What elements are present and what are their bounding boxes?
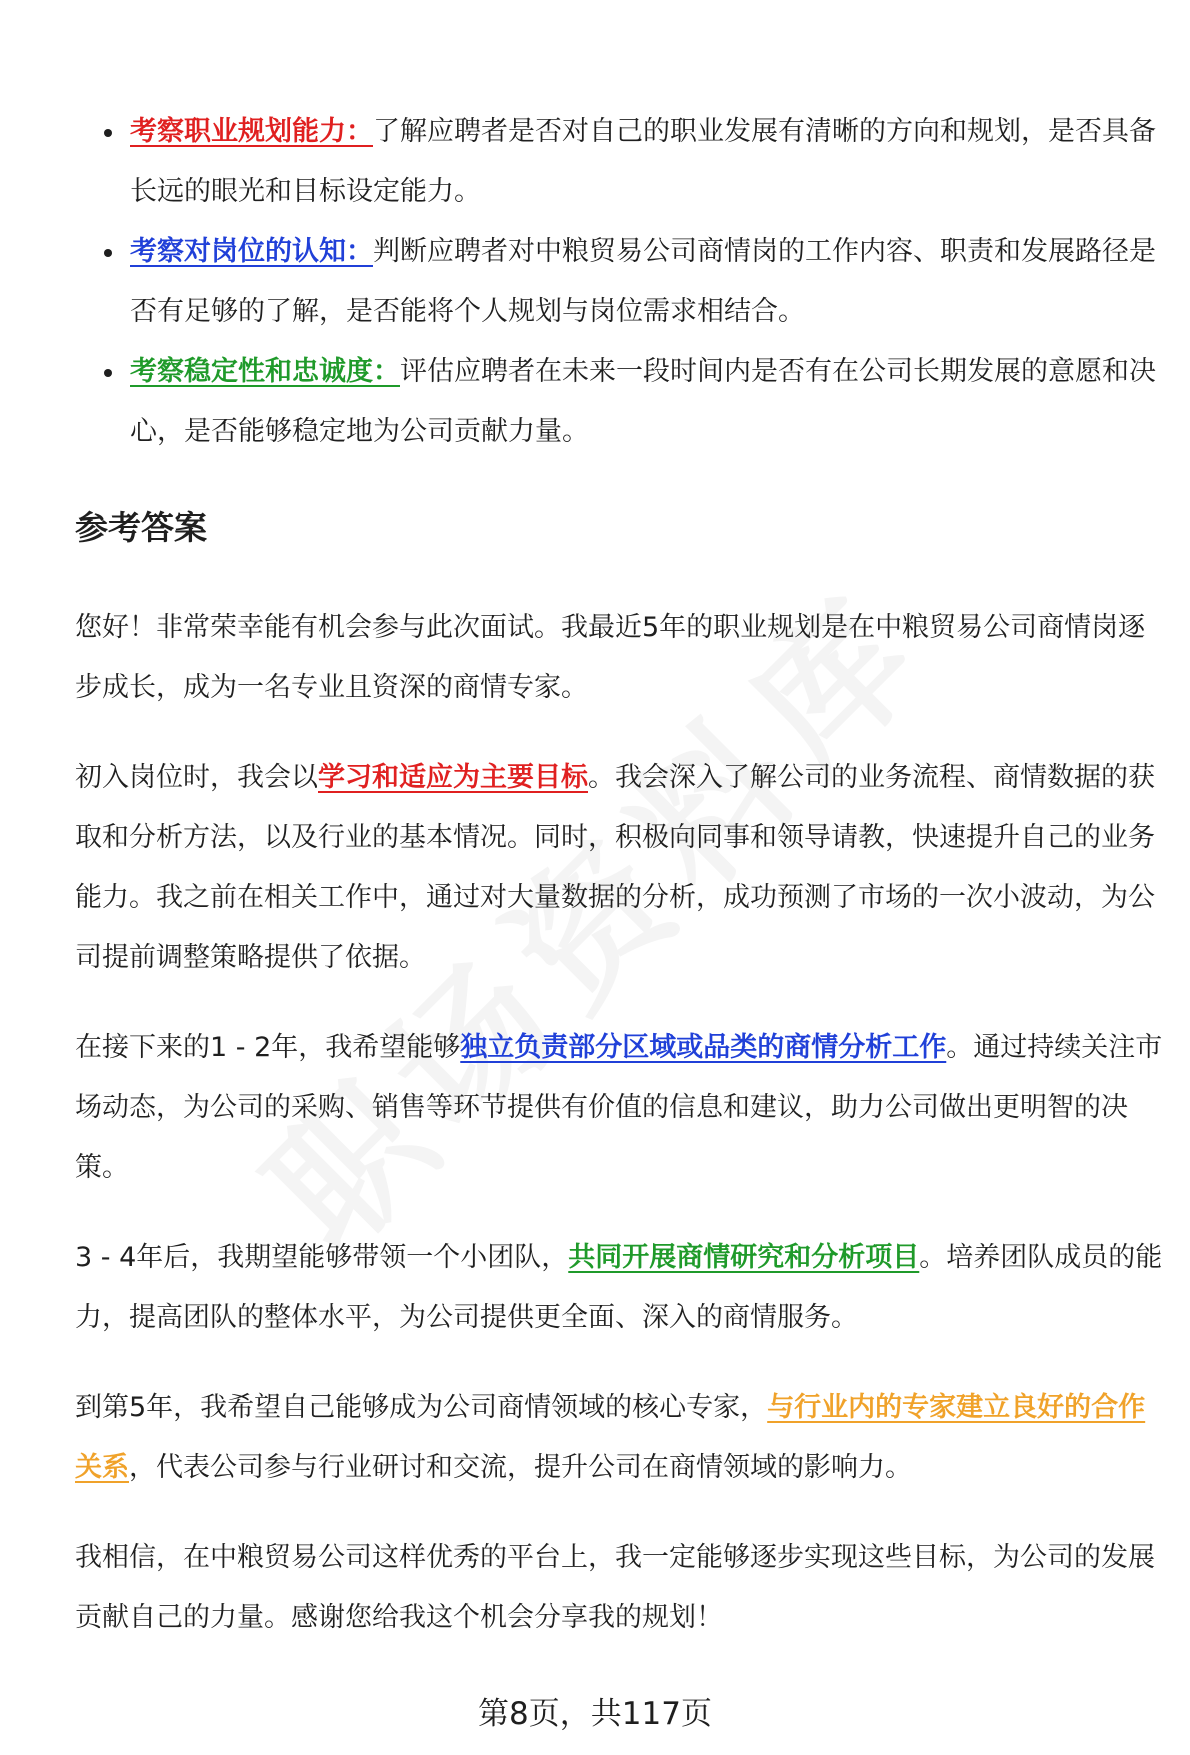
paragraph-text: 在接下来的1 - 2年，我希望能够 [75, 1032, 461, 1063]
paragraph-highlight: 共同开展商情研究和分析项目 [568, 1242, 920, 1273]
evaluation-points-list [90, 102, 1160, 462]
paragraph-highlight: 独立负责部分区域或品类的商情分析工作 [460, 1032, 947, 1063]
paragraph-text: ，代表公司参与行业研讨和交流，提升公司在商情领域的影响力。 [129, 1452, 912, 1483]
answer-paragraph [75, 1378, 1165, 1498]
section-title: 参考答案 [75, 508, 207, 547]
bullet-highlight: 考察职业规划能力： [130, 116, 373, 147]
paragraph-highlight: 与行业内的专家建立良好的合作关系 [75, 1392, 1146, 1483]
paragraph-highlight: 学习和适应为主要目标 [318, 762, 588, 793]
bullet-highlight: 考察稳定性和忠诚度： [130, 356, 400, 387]
paragraph-text: 。我会深入了解公司的业务流程、商情数据的获取和分析方法，以及行业的基本情况。同时，积极向同事和领导请教，快速提升自己的业务能力。我之前在相关工作中，通过对大量数据的分析，成功预测了市场的一次小波动，为公司提前调整策略提供了依据。 [75, 762, 1155, 973]
page-number: 第8页，共117页 [478, 1696, 712, 1732]
reference-answer [75, 598, 1165, 1678]
paragraph-text: 初入岗位时，我会以 [75, 762, 318, 793]
bullet-text: 了解应聘者是否对自己的职业发展有清晰的方向和规划，是否具备长远的眼光和目标设定能力。 [130, 116, 1156, 207]
paragraph-text: 。培养团队成员的能力，提高团队的整体水平，为公司提供更全面、深入的商情服务。 [75, 1242, 1163, 1333]
bullet-text: 判断应聘者对中粮贸易公司商情岗的工作内容、职责和发展路径是否有足够的了解，是否能将个人规划与岗位需求相结合。 [130, 236, 1156, 327]
list-item [90, 222, 1160, 342]
paragraph-text: 到第5年，我希望自己能够成为公司商情领域的核心专家， [75, 1392, 768, 1423]
paragraph-text: 我相信，在中粮贸易公司这样优秀的平台上，我一定能够逐步实现这些目标，为公司的发展贡献自己的力量。感谢您给我这个机会分享我的规划！ [75, 1542, 1155, 1633]
answer-paragraph [75, 1528, 1165, 1648]
list-item [90, 342, 1160, 462]
bullet-highlight: 考察对岗位的认知： [130, 236, 373, 267]
answer-paragraph [75, 1018, 1165, 1198]
answer-paragraph [75, 1228, 1165, 1348]
bullet-dot-icon [104, 249, 112, 257]
bullet-dot-icon [104, 129, 112, 137]
paragraph-text: 您好！非常荣幸能有机会参与此次面试。我最近5年的职业规划是在中粮贸易公司商情岗逐步成长，成为一名专业且资深的商情专家。 [75, 612, 1146, 703]
bullet-dot-icon [104, 369, 112, 377]
paragraph-text: 3 - 4年后，我期望能够带领一个小团队， [75, 1242, 569, 1273]
list-item [90, 102, 1160, 222]
answer-paragraph [75, 598, 1165, 718]
paragraph-text: 。通过持续关注市场动态，为公司的采购、销售等环节提供有价值的信息和建议，助力公司做出更明智的决策。 [75, 1032, 1163, 1183]
answer-paragraph [75, 748, 1165, 988]
bullet-text: 评估应聘者在未来一段时间内是否有在公司长期发展的意愿和决心，是否能够稳定地为公司贡献力量。 [130, 356, 1156, 447]
